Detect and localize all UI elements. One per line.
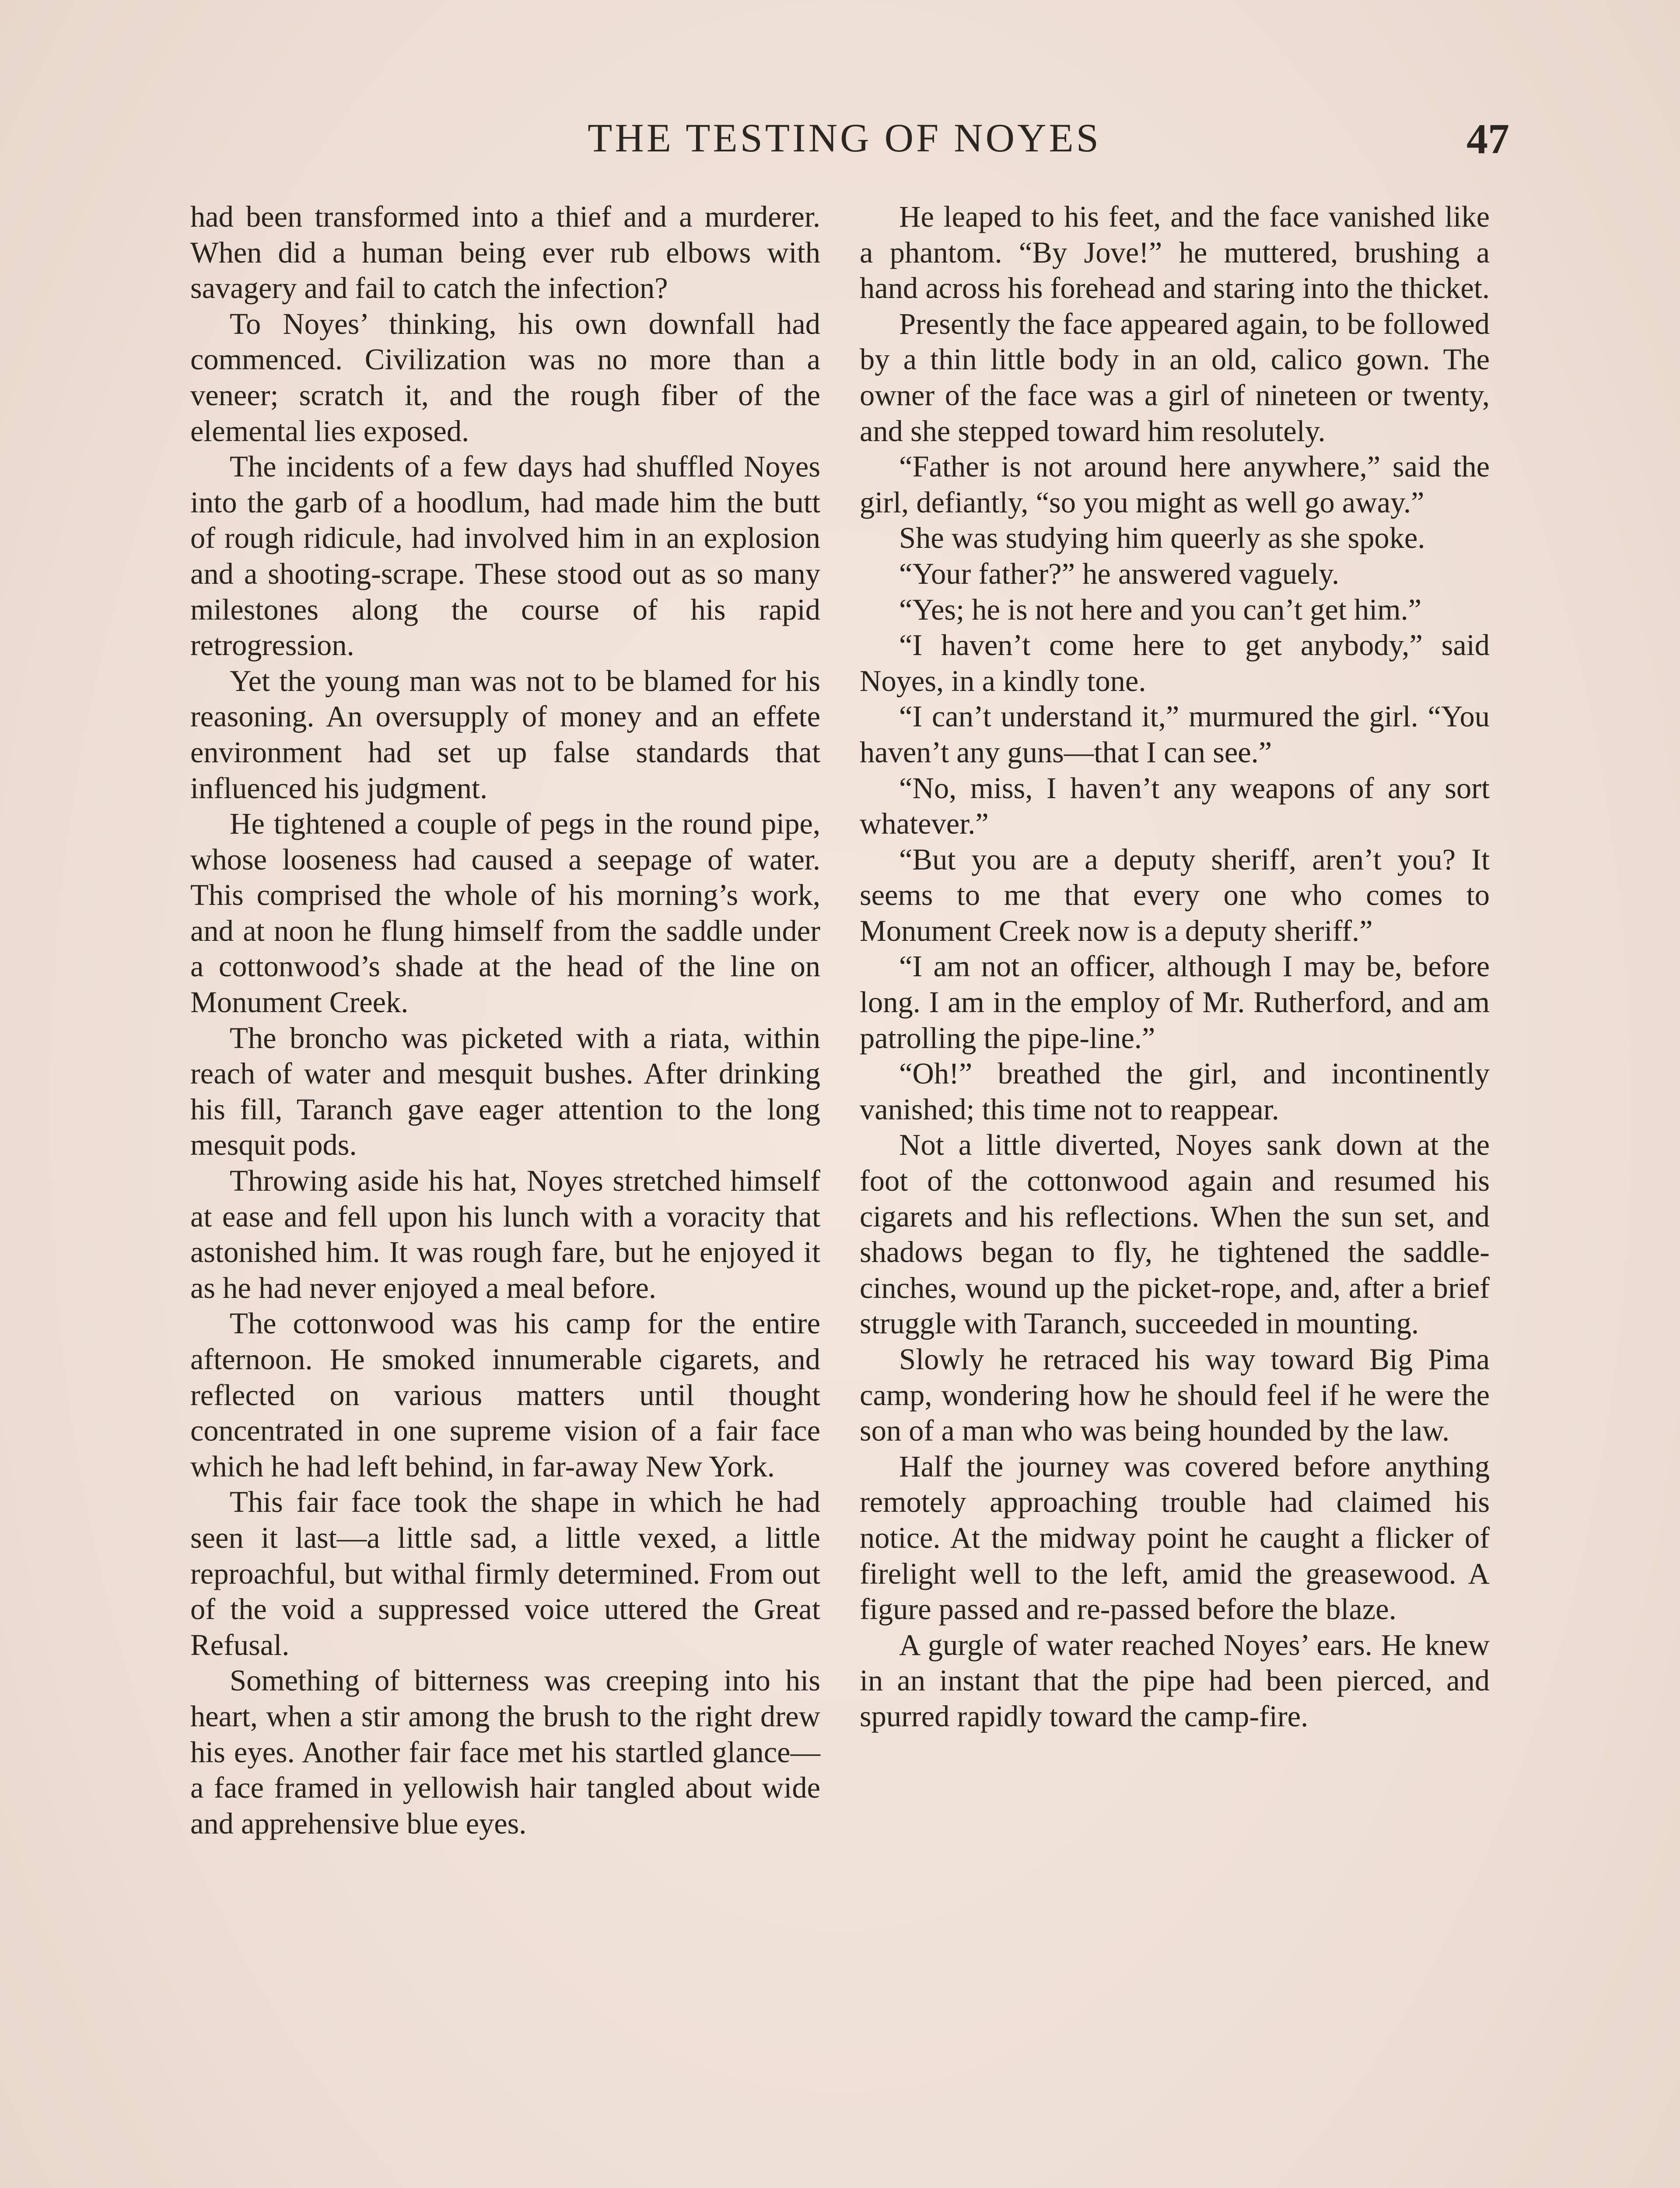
paragraph: “I can’t understand it,” murmured the girl. “You haven’t any guns—that I can see.” bbox=[860, 700, 1490, 769]
paragraph: The incidents of a few days had shuffled Noyes into the garb of a hoodlum, had made him the butt of rough ridicule, had involved him in an explosion and a shooting-scrape. These stood out as so many milestones along the course of his rapid retrogression. bbox=[190, 450, 820, 662]
paragraph: Throwing aside his hat, Noyes stretched himself at ease and fell upon his lunch with a voracity that astonished him. It was rough fare, but he enjoyed it as he had never enjoyed a meal before. bbox=[190, 1164, 820, 1304]
paragraph: This fair face took the shape in which he had seen it last—a little sad, a little vexed, a little reproachful, but withal firmly determined. From out of the void a suppressed voice uttered the Great Refusal. bbox=[190, 1485, 820, 1662]
paragraph: Slowly he retraced his way toward Big Pima camp, wondering how he should feel if he were the son of a man who was being hounded by the law. bbox=[860, 1343, 1490, 1448]
paragraph: “I am not an officer, although I may be, before long. I am in the employ of Mr. Rutherford, and am patrolling the pipe-line.” bbox=[860, 950, 1490, 1055]
paragraph: “But you are a deputy sheriff, aren’t you? It seems to me that every one who comes to Monument Creek now is a deputy sheriff.” bbox=[860, 842, 1490, 947]
paragraph: had been transformed into a thief and a murderer. When did a human being ever rub elbows with savagery and fail to catch the infection? bbox=[190, 200, 820, 305]
paragraph: “Yes; he is not here and you can’t get him.” bbox=[899, 593, 1422, 626]
paragraph: She was studying him queerly as she spoke. bbox=[899, 521, 1425, 555]
paragraph: “Oh!” breathed the girl, and incontinently vanished; this time not to reappear. bbox=[860, 1057, 1490, 1126]
paragraph: A gurgle of water reached Noyes’ ears. He knew in an instant that the pipe had been pierced, and spurred rapidly toward the camp-fire. bbox=[860, 1628, 1490, 1733]
paragraph: “I haven’t come here to get anybody,” said Noyes, in a kindly tone. bbox=[860, 628, 1490, 698]
left-text-column bbox=[190, 199, 820, 1841]
right-text-column bbox=[860, 199, 1490, 1735]
paragraph: The broncho was picketed with a riata, within reach of water and mesquit bushes. After drinking his fill, Taranch gave eager attention to the long mesquit pods. bbox=[190, 1021, 820, 1162]
paragraph: Half the journey was covered before anything remotely approaching trouble had claimed his notice. At the midway point he caught a flicker of firelight well to the left, amid the greasewood. A figure passed and re-passed before the blaze. bbox=[860, 1449, 1490, 1626]
paragraph: To Noyes’ thinking, his own downfall had commenced. Civilization was no more than a veneer; scratch it, and the rough fiber of the elemental lies exposed. bbox=[190, 307, 820, 448]
paragraph: Presently the face appeared again, to be followed by a thin little body in an old, calico gown. The owner of the face was a girl of nineteen or twenty, and she stepped toward him resolutely. bbox=[860, 307, 1490, 448]
paragraph: Not a little diverted, Noyes sank down at the foot of the cottonwood again and resumed his cigarets and his reflections. When the sun set, and shadows began to fly, he tightened the saddle-cinches, wound up the picket-rope, and, after a brief struggle with Taranch, succeeded in mounting. bbox=[860, 1128, 1490, 1340]
paragraph: “Father is not around here anywhere,” said the girl, defiantly, “so you might as well go away.” bbox=[860, 450, 1490, 519]
paragraph: Something of bitterness was creeping into his heart, when a stir among the brush to the right drew his eyes. Another fair face met his startled glance—a face framed in yellowish hair tangled about wide and apprehensive blue eyes. bbox=[190, 1664, 820, 1840]
paragraph: The cottonwood was his camp for the entire afternoon. He smoked innumerable cigarets, and reflected on various matters until thought concentrated in one supreme vision of a fair face which he had left behind, in far-away New York. bbox=[190, 1307, 820, 1483]
page-header bbox=[192, 115, 1509, 180]
paragraph: He leaped to his feet, and the face vanished like a phantom. “By Jove!” he muttered, brushing a hand across his forehead and staring into the thicket. bbox=[860, 200, 1490, 305]
paragraph: “Your father?” he answered vaguely. bbox=[899, 557, 1340, 590]
paragraph: He tightened a couple of pegs in the round pipe, whose looseness had caused a seepage of water. This comprised the whole of his morning’s work, and at noon he flung himself from the saddle under a cottonwood’s shade at the head of the line on Monument Creek. bbox=[190, 807, 820, 1019]
page-number: 47 bbox=[1466, 116, 1509, 163]
running-title: THE TESTING OF NOYES bbox=[588, 116, 1101, 160]
paragraph: “No, miss, I haven’t any weapons of any sort whatever.” bbox=[860, 771, 1490, 841]
paragraph: Yet the young man was not to be blamed for his reasoning. An oversupply of money and an effete environment had set up false standards that influenced his judgment. bbox=[190, 664, 820, 805]
